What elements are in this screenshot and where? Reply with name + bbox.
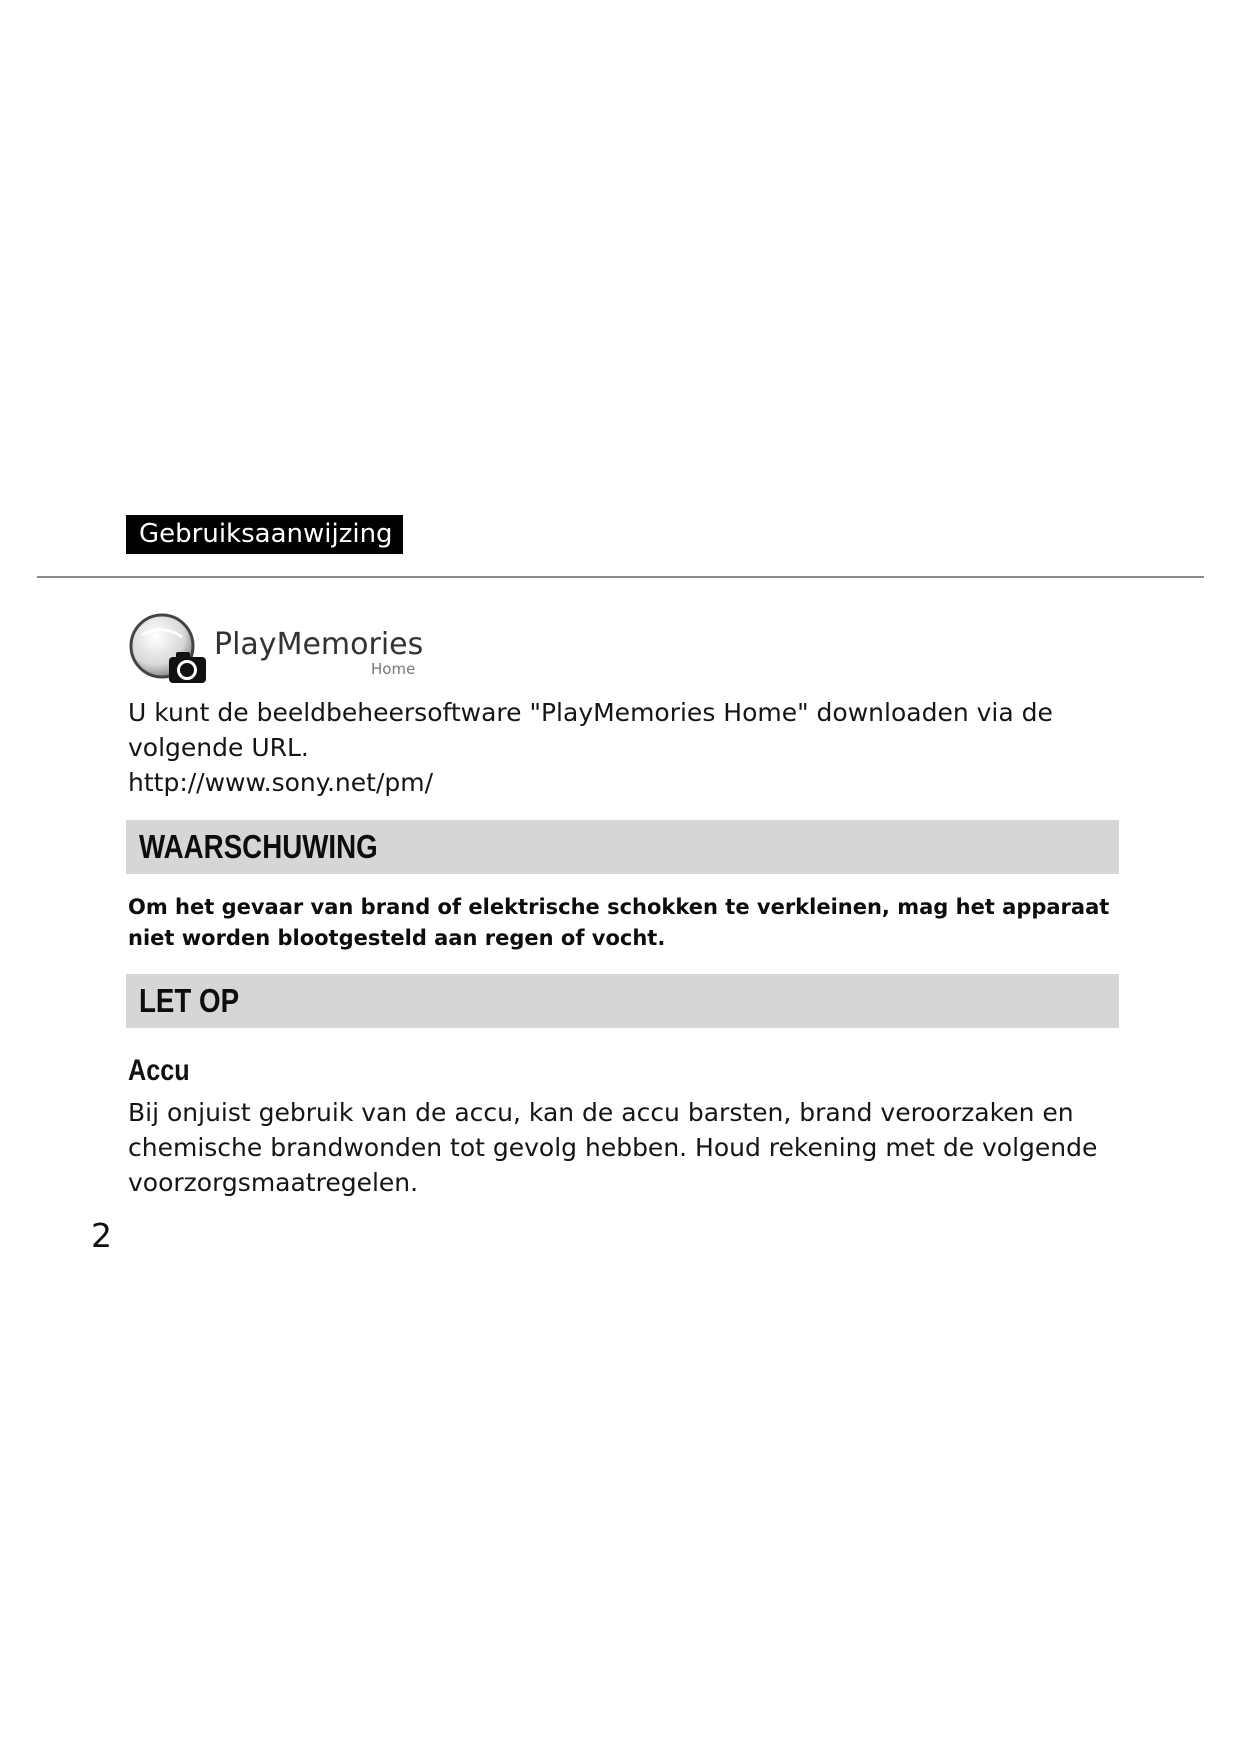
battery-paragraph: Bij onjuist gebruik van de accu, kan de accu barsten, brand veroorzaken en chemische brandwonden tot gevolg hebben. Houd rekening met de volgende voorzorgsmaatregelen. xyxy=(128,1098,1098,1197)
page-number: 2 xyxy=(91,1216,112,1255)
header-divider xyxy=(37,576,1204,578)
warning-title: WAARSCHUWING xyxy=(139,828,378,865)
camera-globe-icon xyxy=(128,613,212,685)
warning-text: Om het gevaar van brand of elektrische schokken te verkleinen, mag het apparaat niet worden blootgesteld aan regen of vocht. xyxy=(128,895,1110,950)
caution-banner xyxy=(126,974,1119,1028)
caution-title: LET OP xyxy=(139,982,240,1019)
section-tag-label: Gebruiksaanwijzing xyxy=(139,519,393,549)
logo-wordmark: PlayMemories xyxy=(214,627,424,662)
battery-subheading: Accu xyxy=(128,1054,190,1087)
playmemories-logo xyxy=(128,613,428,685)
section-tag xyxy=(126,515,403,554)
logo-subtitle: Home xyxy=(371,660,416,678)
intro-paragraph: U kunt de beeldbeheersoftware "PlayMemories Home" downloaden via de volgende URL. xyxy=(128,698,1053,762)
download-url[interactable]: http://www.sony.net/pm/ xyxy=(128,768,434,797)
warning-banner xyxy=(126,820,1119,874)
